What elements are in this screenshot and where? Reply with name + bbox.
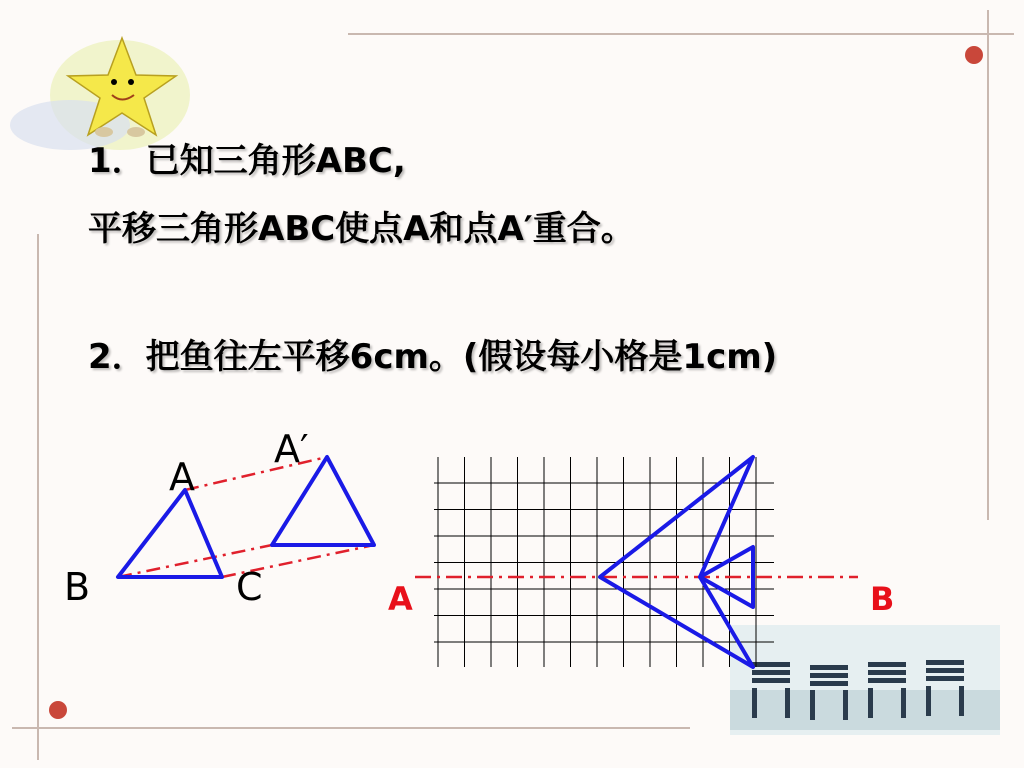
triangle-abc [118, 490, 222, 577]
vertex-label-b: B [64, 565, 91, 609]
star-mascot-icon [10, 38, 190, 150]
vertex-label-a: A [169, 455, 195, 499]
vertex-label-a-prime: A′ [274, 427, 309, 471]
question-2-text: 2．把鱼往左平移6cm。(假设每小格是1cm) [88, 337, 778, 377]
corner-dot-icon [49, 701, 67, 719]
vertex-label-c: C [236, 565, 263, 609]
question-1-line-2: 平移三角形ABC使点A和点A′重合。 [88, 209, 635, 249]
question-1-line-1: 1．已知三角形ABC, [88, 141, 406, 181]
point-label-a: A [388, 580, 413, 618]
point-label-b: B [870, 580, 895, 618]
corner-dot-icon [965, 46, 983, 64]
triangle-translation-figure [64, 427, 374, 609]
